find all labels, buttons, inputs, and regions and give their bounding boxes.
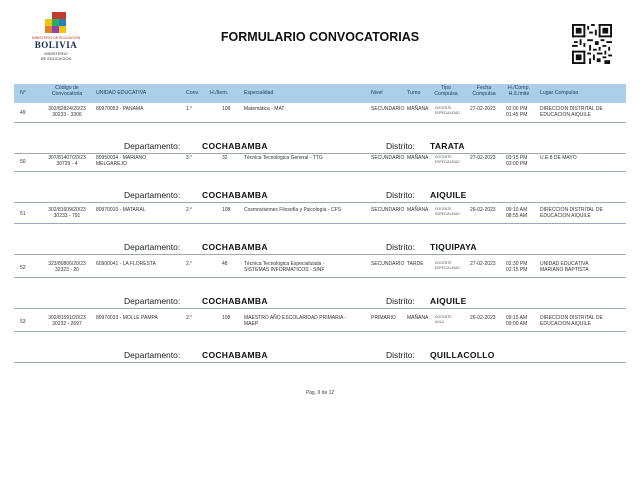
departamento-value: COCHABAMBA <box>202 350 268 360</box>
col-horas: H./Comp. H./Límite <box>508 85 530 97</box>
qr-code-icon <box>572 24 612 64</box>
cell-horas: 09:10 AM 08:55 AM <box>506 207 528 219</box>
distrito-value: QUILLACOLLO <box>430 350 495 360</box>
cell-lugar: DIRECCION DISTRITAL DE EDUCACION AIQUILE <box>540 106 603 118</box>
cell-nivel: SECUNDARIO <box>371 106 405 112</box>
distrito-label: Distrito: <box>386 242 415 252</box>
cell-horas: 09:15 AM 09:00 AM <box>506 315 528 327</box>
cell-n: 51 <box>20 211 26 217</box>
logo-country: BOLIVIA <box>34 40 78 50</box>
cell-especialidad: Cosmovisiones Filosofía y Psicología - CFS <box>244 207 341 213</box>
cell-unidad: 80970010 - MATARAL <box>96 207 146 213</box>
col-unidad: UNIDAD EDUCATIVA <box>96 90 147 96</box>
cell-tipo: DOCENTE ESPECIALIDAD <box>435 106 460 115</box>
cell-tipo: DOCENTE ESPECIALIDAD <box>435 261 460 270</box>
cell-horas: 02:30 PM 02:15 PM <box>506 261 528 273</box>
cell-fecha: 26-02-2023 <box>470 207 496 213</box>
row-divider <box>14 277 626 278</box>
cell-n: 52 <box>20 265 26 271</box>
col-fecha: Fecha Compulsa <box>472 85 496 97</box>
col-turno: Turno <box>407 90 421 96</box>
departamento-label: Departamento: <box>124 190 181 200</box>
departamento-label: Departamento: <box>124 296 181 306</box>
cell-turno: TARDE <box>407 261 424 267</box>
district-divider <box>14 153 626 154</box>
district-divider <box>14 362 626 363</box>
cell-fecha: 27-02-2023 <box>470 155 496 161</box>
cell-turno: MAÑANA <box>407 155 429 161</box>
cell-hitem: 108 <box>222 106 231 112</box>
distrito-value: AIQUILE <box>430 296 467 306</box>
cell-codigo: 302/81609/20/23 30233 - 791 <box>48 207 86 219</box>
departamento-value: COCHABAMBA <box>202 296 268 306</box>
cell-fecha: 26-02-2023 <box>470 315 496 321</box>
cell-n: 53 <box>20 319 26 325</box>
district-divider <box>14 202 626 203</box>
cell-tipo: DOCENTE ESPECIALIDAD <box>435 155 460 164</box>
district-divider <box>14 254 626 255</box>
departamento-label: Departamento: <box>124 242 181 252</box>
cell-especialidad: Técnica Tecnológica General - TTG <box>244 155 323 161</box>
cell-unidad: 80970053 - PANAMA <box>96 106 144 112</box>
page-title: FORMULARIO CONVOCATORIAS <box>220 30 420 44</box>
district-divider <box>14 308 626 309</box>
cell-n: 49 <box>20 110 26 116</box>
distrito-label: Distrito: <box>386 350 415 360</box>
cell-turno: MAÑANA <box>407 106 429 112</box>
cell-lugar: DIRECCION DISTRITAL DE EDUCACION AIQUILE <box>540 207 603 219</box>
cell-hitem: 108 <box>222 315 231 321</box>
cell-codigo: 307/81407/20/23 30729 - 4 <box>48 155 86 167</box>
row-divider <box>14 223 626 224</box>
distrito-value: TARATA <box>430 141 465 151</box>
cell-conv: 2.° <box>186 315 193 321</box>
row-divider <box>14 331 626 332</box>
cell-nivel: SECUNDARIO <box>371 261 405 267</box>
departamento-value: COCHABAMBA <box>202 242 268 252</box>
cell-unidad: 80970033 - MOLLE PAMPA <box>96 315 158 321</box>
row-divider <box>14 122 626 123</box>
distrito-label: Distrito: <box>386 296 415 306</box>
distrito-value: TIQUIPAYA <box>430 242 477 252</box>
cell-unidad: 80950034 - MARIANO MELGAREJO <box>96 155 147 167</box>
cell-turno: MAÑANA <box>407 315 429 321</box>
cell-lugar: U.E 8 DE MAYO <box>540 155 577 161</box>
cell-lugar: UNIDAD EDUCATIVA MARIANO BAPTISTA <box>540 261 589 273</box>
ministry-logo <box>28 12 84 78</box>
cell-especialidad: Matemática - MAT <box>244 106 285 112</box>
distrito-label: Distrito: <box>386 190 415 200</box>
departamento-value: COCHABAMBA <box>202 190 268 200</box>
page-number: Pág. 9 de 12 <box>305 390 335 396</box>
cell-especialidad: MAESTRO AÑO ESCOLARIDAD PRIMARIA - MAEP <box>244 315 347 327</box>
col-tipo: Tipo Compulsa <box>434 85 458 97</box>
cell-n: 50 <box>20 159 26 165</box>
cell-hitem: 108 <box>222 207 231 213</box>
cell-tipo: DOCENTE ESPECIALIDAD <box>435 207 460 216</box>
cell-nivel: SECUNDARIO <box>371 155 405 161</box>
table-header <box>14 84 626 103</box>
departamento-label: Departamento: <box>124 350 181 360</box>
col-conv: Conv. <box>186 90 200 96</box>
cell-fecha: 27-02-2023 <box>470 261 496 267</box>
cell-conv: 2.° <box>186 261 193 267</box>
col-hitem: H./Ítem. <box>210 90 229 96</box>
cell-conv: 2.° <box>186 207 193 213</box>
logo-ministry-small: MINISTERIO DE EDUCACIÓN <box>31 36 81 40</box>
cell-codigo: 302/81591/20/23 30232 - 2697 <box>48 315 86 327</box>
departamento-label: Departamento: <box>124 141 181 151</box>
departamento-value: COCHABAMBA <box>202 141 268 151</box>
distrito-label: Distrito: <box>386 141 415 151</box>
cell-codigo: 323/80806/20/23 32323 - 20 <box>48 261 86 273</box>
cell-fecha: 27-02-2023 <box>470 106 496 112</box>
cell-unidad: 60900041 - LA FLORESTA <box>96 261 156 267</box>
col-especialidad: Especialidad <box>244 90 274 96</box>
cell-nivel: PRIMARIO <box>371 315 396 321</box>
cell-codigo: 302/82824/20/23 30233 - 3306 <box>48 106 86 118</box>
cell-nivel: SECUNDARIO <box>371 207 405 213</box>
row-divider <box>14 171 626 172</box>
distrito-value: AIQUILE <box>430 190 467 200</box>
logo-ministry: MINISTERIO DE EDUCACIÓN <box>40 51 72 61</box>
cell-tipo: DOCENTE AULA <box>435 315 452 324</box>
cell-conv: 1.° <box>186 106 193 112</box>
cell-horas: 03:15 PM 03:00 PM <box>506 155 528 167</box>
cell-hitem: 32 <box>222 155 228 161</box>
cell-hitem: 48 <box>222 261 228 267</box>
cell-especialidad: Técnica Tecnológica Especializada - SISTEMAS INFORMATICOS - SINF <box>244 261 325 273</box>
cell-horas: 02:00 PM 01:45 PM <box>506 106 528 118</box>
col-n: N° <box>20 90 26 96</box>
col-codigo: Código de Convocatoria <box>51 85 83 97</box>
cell-conv: 3.° <box>186 155 193 161</box>
cell-turno: MAÑANA <box>407 207 429 213</box>
cell-lugar: DIRECCION DISTRITAL DE EDUCACION AIQUILE <box>540 315 603 327</box>
col-lugar: Lugar Compulsa <box>540 90 579 96</box>
col-nivel: Nivel <box>371 90 383 96</box>
